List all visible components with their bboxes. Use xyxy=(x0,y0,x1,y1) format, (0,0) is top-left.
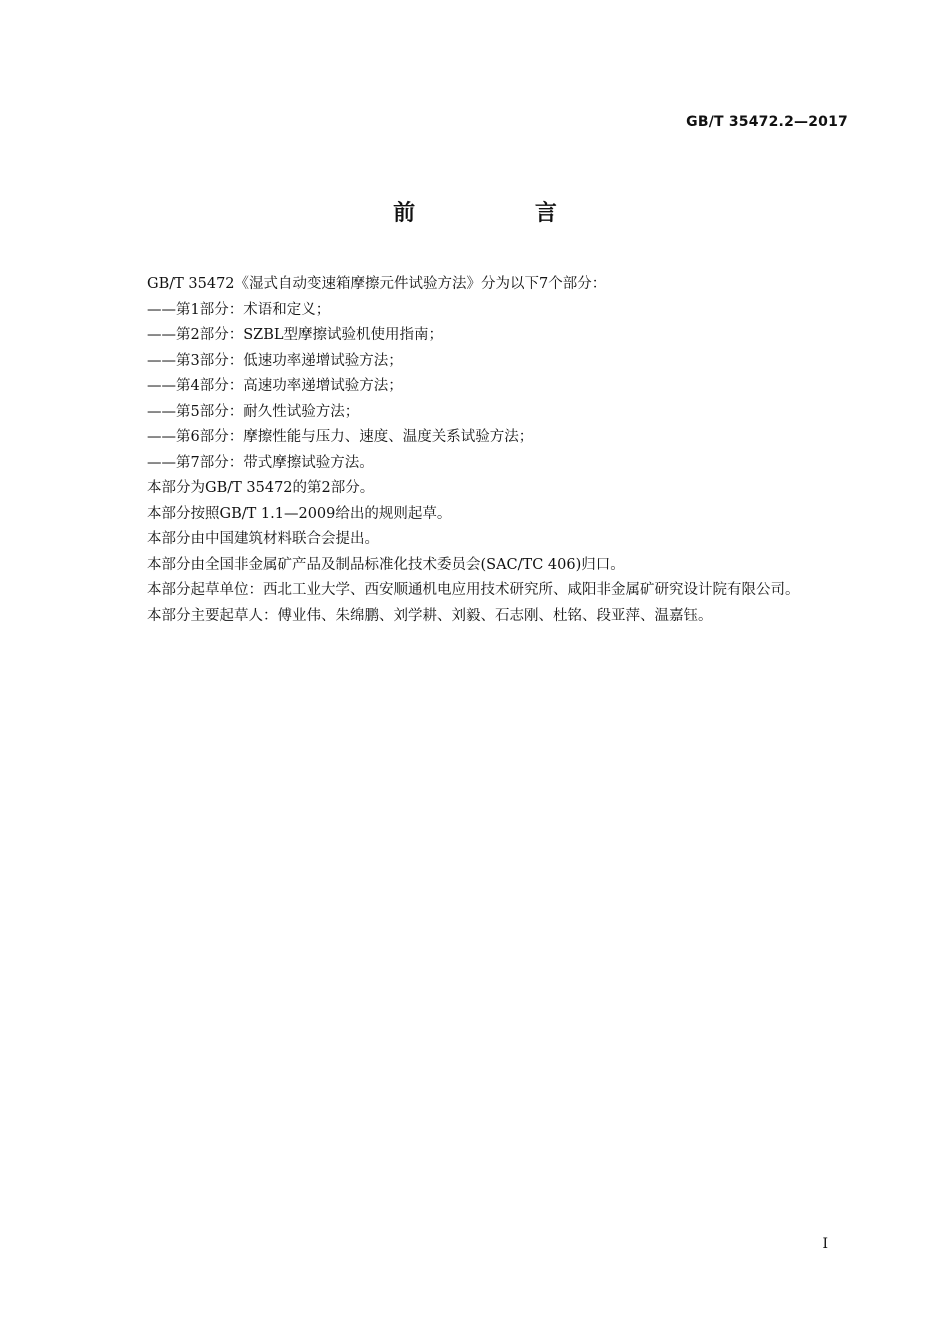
list-item-part-3: ——第3部分：低速功率递增试验方法； xyxy=(147,352,403,369)
standard-number: GB/T 35472.2—2017 xyxy=(686,114,848,130)
drafters-paragraph: 本部分主要起草人：傅业伟、朱绵鹏、刘学耕、刘毅、石志刚、杜铭、段亚萍、温嘉钰。 xyxy=(147,607,713,624)
list-item-part-2: ——第2部分：SZBL型摩擦试验机使用指南； xyxy=(147,327,444,343)
committee-paragraph: 本部分由全国非金属矿产品及制品标准化技术委员会(SAC/TC 406)归口。 xyxy=(147,556,625,573)
list-item-part-4: ——第4部分：高速功率递增试验方法； xyxy=(147,378,403,394)
part-statement-paragraph: 本部分为GB/T 35472的第2部分。 xyxy=(147,480,375,496)
page-number: I xyxy=(822,1236,828,1252)
list-item-part-5: ——第5部分：耐久性试验方法； xyxy=(147,403,360,420)
list-item-part-1: ——第1部分：术语和定义； xyxy=(147,301,331,318)
drafting-rules-paragraph: 本部分按照GB/T 1.1—2009给出的规则起草。 xyxy=(147,505,452,522)
list-item-part-6: ——第6部分：摩擦性能与压力、速度、温度关系试验方法； xyxy=(147,429,534,445)
document-body xyxy=(113,272,850,629)
list-item-part-7: ——第7部分：带式摩擦试验方法。 xyxy=(147,454,374,471)
intro-paragraph: GB/T 35472《湿式自动变速箱摩擦元件试验方法》分为以下7个部分： xyxy=(147,276,607,292)
proposer-paragraph: 本部分由中国建筑材料联合会提出。 xyxy=(147,531,379,547)
page-title: 前 言 xyxy=(393,201,613,226)
drafting-units-paragraph: 本部分起草单位：西北工业大学、西安顺通机电应用技术研究所、咸阳非金属矿研究设计院有限公司。 xyxy=(147,582,800,598)
